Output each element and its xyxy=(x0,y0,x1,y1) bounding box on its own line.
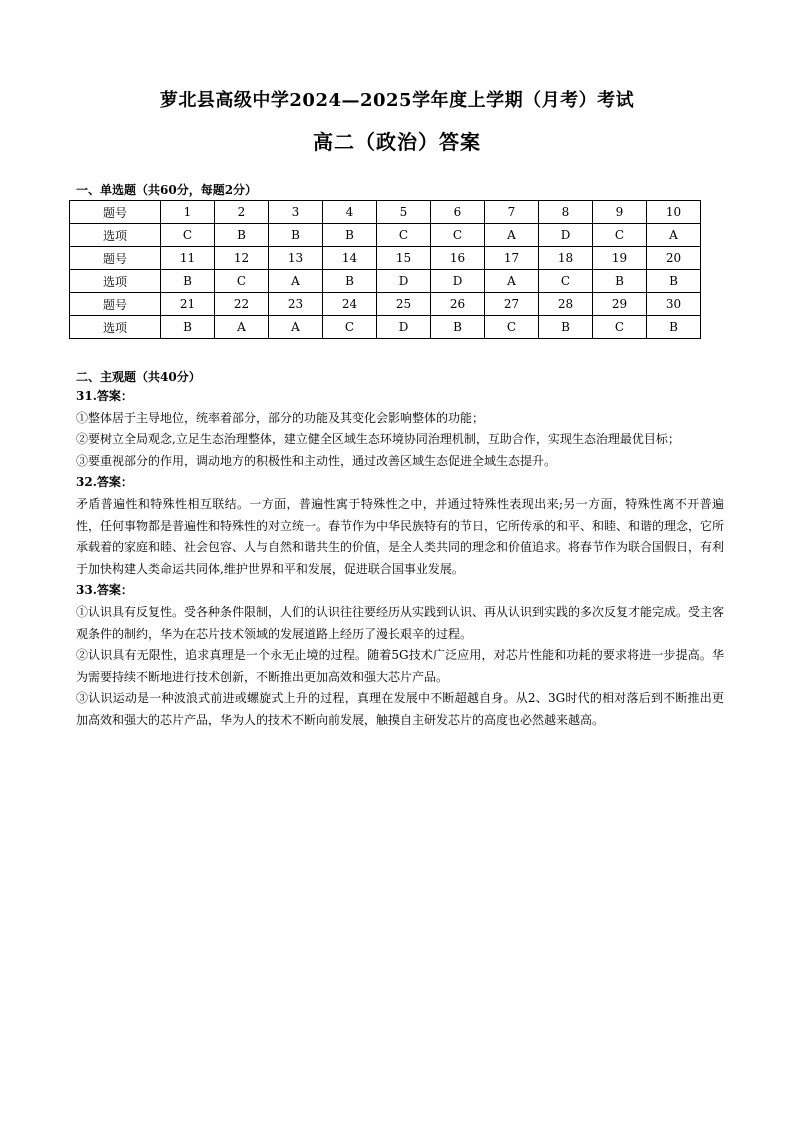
question-answer-label: 33.答案： xyxy=(76,583,133,598)
question-number-cell: 28 xyxy=(539,293,593,316)
question-number-cell: 22 xyxy=(215,293,269,316)
question-number-cell: 2 xyxy=(215,201,269,224)
question-number-cell: 29 xyxy=(593,293,647,316)
answer-choice-cell: C xyxy=(323,316,377,339)
answer-choice-row xyxy=(70,316,701,339)
answer-choice-cell: A xyxy=(215,316,269,339)
answer-choice-cell: B xyxy=(593,270,647,293)
answer-choice-cell: B xyxy=(215,224,269,247)
answer-choice-cell: D xyxy=(377,316,431,339)
question-number-cell: 3 xyxy=(269,201,323,224)
question-number-cell: 7 xyxy=(485,201,539,224)
answer-choice-row xyxy=(70,224,701,247)
answer-choice-row xyxy=(70,270,701,293)
answer-choice-cell: A xyxy=(485,224,539,247)
question-number-cell: 25 xyxy=(377,293,431,316)
answer-paragraph: ②认识具有无限性，追求真理是一个永无止境的过程。随着5G技术广泛应用，对芯片性能和功耗的要求将进一步提高。华为需要持续不断地进行技术创新，不断推出更加高效和强大芯片产品。 xyxy=(76,648,724,684)
answer-choice-cell: A xyxy=(269,270,323,293)
answer-choice-cell: C xyxy=(215,270,269,293)
answer-choice-cell: C xyxy=(485,316,539,339)
answer-choice-cell: B xyxy=(323,270,377,293)
question-number-cell: 13 xyxy=(269,247,323,270)
question-answer-label: 32.答案： xyxy=(76,475,133,490)
row-label: 题号 xyxy=(70,201,161,224)
answer-choice-cell: B xyxy=(161,270,215,293)
question-number-cell: 15 xyxy=(377,247,431,270)
row-label: 题号 xyxy=(70,247,161,270)
question-number-cell: 6 xyxy=(431,201,485,224)
row-label: 选项 xyxy=(70,316,161,339)
section-heading-multiple-choice: 一、单选题（共60分，每题2分） xyxy=(76,183,258,197)
answer-choice-cell: B xyxy=(161,316,215,339)
question-number-cell: 10 xyxy=(647,201,701,224)
row-label: 题号 xyxy=(70,293,161,316)
answer-choice-cell: D xyxy=(539,224,593,247)
answer-paragraph: ③要重视部分的作用，调动地方的积极性和主动性，通过改善区域生态促进全域生态提升。 xyxy=(76,453,557,468)
answer-choice-cell: C xyxy=(161,224,215,247)
question-number-cell: 19 xyxy=(593,247,647,270)
answer-paragraph: 矛盾普遍性和特殊性相互联结。一方面，普遍性寓于特殊性之中，并通过特殊性表现出来;另一方面，特殊性离不开普遍性，任何事物都是普遍性和特殊性的对立统一。春节作为中华民族特有的节日，它所传承的和平、和睦、和谐的理念，它所承载着的家庭和睦、社会包容、人与自然和谐共生的价值，是全人类共同的理念和价值追求。将春节作为联合国假日，有利于加快构建人类命运共同体,维护世界和平和发展，促进联合国事业发展。 xyxy=(76,496,725,576)
answer-choice-cell: B xyxy=(539,316,593,339)
answer-choice-cell: D xyxy=(431,270,485,293)
answer-choice-cell: B xyxy=(647,270,701,293)
question-number-cell: 14 xyxy=(323,247,377,270)
answer-choice-cell: C xyxy=(431,224,485,247)
row-label: 选项 xyxy=(70,270,161,293)
answer-paragraph: ①认识具有反复性。受各种条件限制，人们的认识往往要经历从实践到认识、再从认识到实践的多次反复才能完成。受主客观条件的制约，华为在芯片技术领域的发展道路上经历了漫长艰辛的过程。 xyxy=(76,604,725,641)
answer-paragraph: ①整体居于主导地位，统率着部分，部分的功能及其变化会影响整体的功能； xyxy=(76,410,485,425)
question-number-cell: 11 xyxy=(161,247,215,270)
question-number-cell: 18 xyxy=(539,247,593,270)
question-number-cell: 8 xyxy=(539,201,593,224)
row-label: 选项 xyxy=(70,224,161,247)
answer-paragraph: ③认识运动是一种波浪式前进或螺旋式上升的过程，真理在发展中不断超越自身。从2、3G时代的相对落后到不断推出更加高效和强大的芯片产品，华为人的技术不断向前发展，触摸自主研发芯片的高度也必然越来越高。 xyxy=(76,691,724,727)
question-number-cell: 23 xyxy=(269,293,323,316)
answer-choice-cell: C xyxy=(539,270,593,293)
question-number-cell: 17 xyxy=(485,247,539,270)
section-heading-subjective: 二、主观题（共40分） xyxy=(76,370,201,384)
question-number-cell: 9 xyxy=(593,201,647,224)
question-number-cell: 16 xyxy=(431,247,485,270)
answer-table xyxy=(69,200,701,339)
answer-choice-cell: B xyxy=(431,316,485,339)
question-number-cell: 5 xyxy=(377,201,431,224)
answer-choice-cell: A xyxy=(269,316,323,339)
answer-choice-cell: C xyxy=(593,224,647,247)
document-title: 萝北县高级中学2024—2025学年度上学期（月考）考试 xyxy=(159,90,635,111)
answer-choice-cell: B xyxy=(323,224,377,247)
question-number-cell: 21 xyxy=(161,293,215,316)
question-number-cell: 30 xyxy=(647,293,701,316)
question-number-row xyxy=(70,247,701,270)
question-number-row xyxy=(70,201,701,224)
answer-choice-cell: A xyxy=(647,224,701,247)
answer-paragraph: ②要树立全局观念,立足生态治理整体，建立健全区域生态环境协同治理机制，互助合作，实现生态治理最优目标； xyxy=(76,432,680,447)
question-number-cell: 27 xyxy=(485,293,539,316)
question-number-row xyxy=(70,293,701,316)
question-number-cell: 4 xyxy=(323,201,377,224)
question-number-cell: 12 xyxy=(215,247,269,270)
answer-choice-cell: B xyxy=(647,316,701,339)
answer-choice-cell: C xyxy=(593,316,647,339)
question-number-cell: 24 xyxy=(323,293,377,316)
answer-choice-cell: D xyxy=(377,270,431,293)
question-answer-label: 31.答案： xyxy=(76,389,133,403)
question-number-cell: 26 xyxy=(431,293,485,316)
answer-choice-cell: B xyxy=(269,224,323,247)
answer-choice-cell: C xyxy=(377,224,431,247)
answer-choice-cell: A xyxy=(485,270,539,293)
document-subtitle: 高二（政治）答案 xyxy=(313,130,481,154)
question-number-cell: 1 xyxy=(161,201,215,224)
subjective-answers xyxy=(76,386,724,732)
question-number-cell: 20 xyxy=(647,247,701,270)
